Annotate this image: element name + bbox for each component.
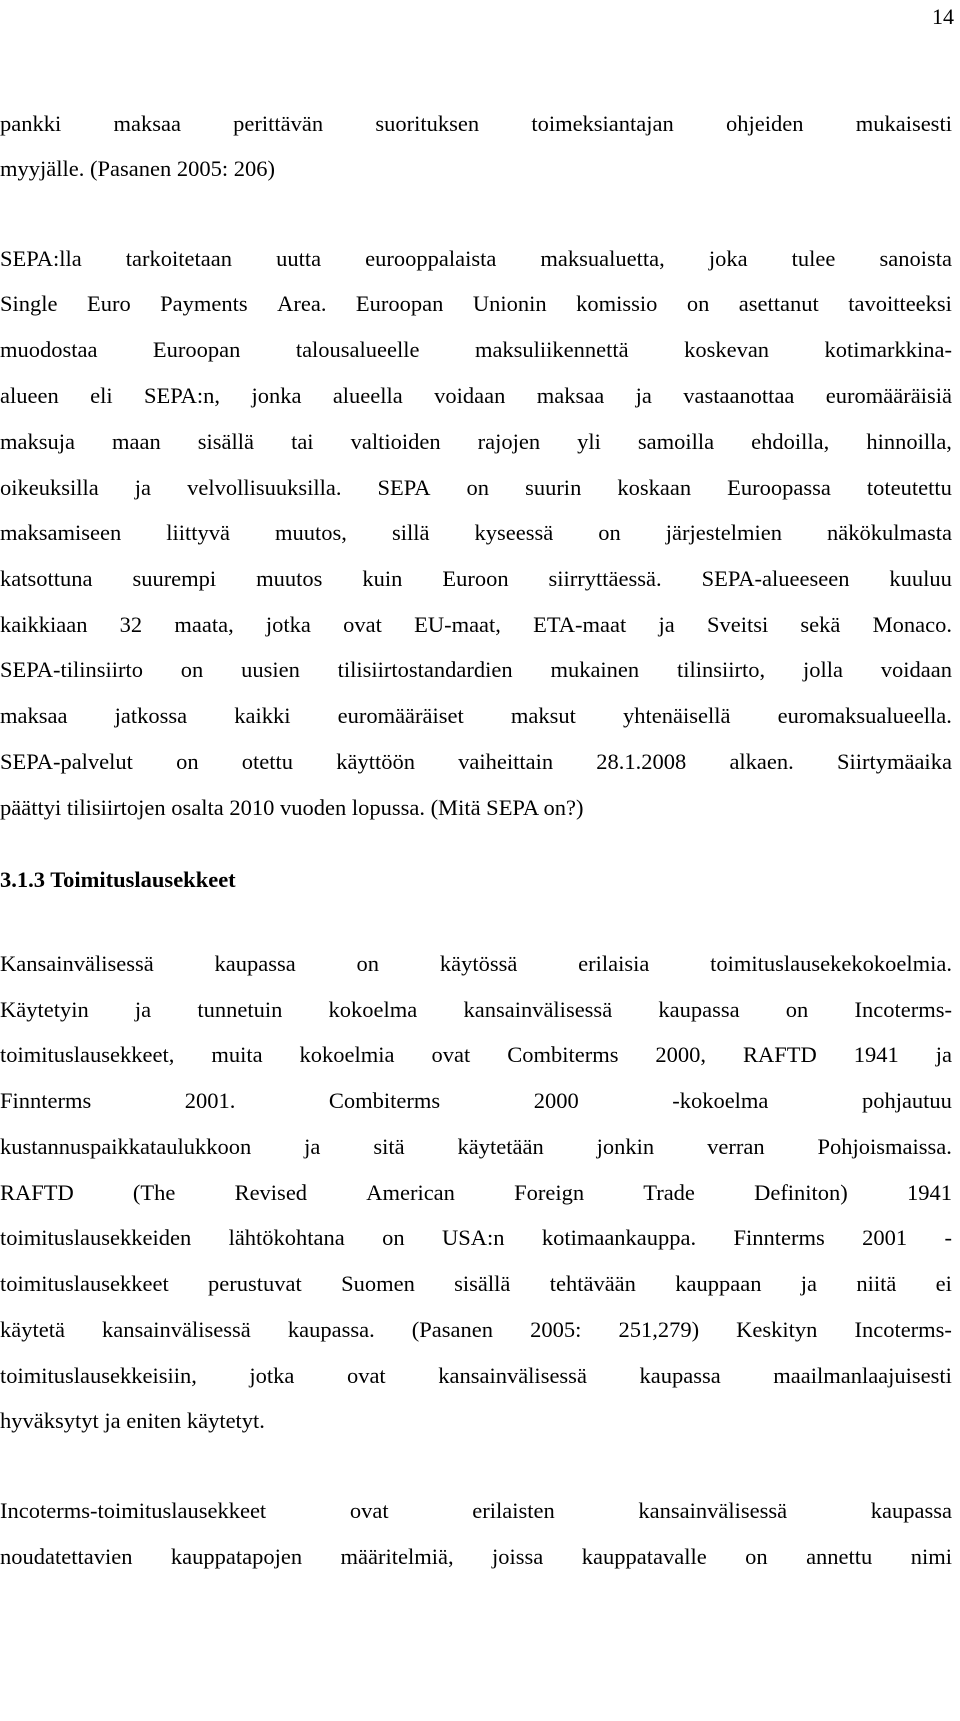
word: yli (577, 429, 601, 454)
word: nimi (910, 1544, 952, 1569)
word: kyseessä (474, 520, 554, 545)
text-line: hyväksytyt ja eniten käytetyt. (0, 1408, 265, 1433)
word: 2005: (530, 1317, 582, 1342)
word: Foreign (514, 1180, 585, 1205)
word: kaupassa (658, 997, 740, 1022)
word: on (598, 520, 621, 545)
word: kaupassa. (287, 1317, 375, 1342)
word: pankki (0, 111, 62, 136)
word: tilisiirtostandardien (337, 657, 513, 682)
word: Payments (160, 291, 248, 316)
word: maksaa (0, 703, 68, 728)
word: Unionin (472, 291, 547, 316)
word: katsottuna (0, 566, 93, 591)
word: tarkoitetaan (125, 246, 232, 271)
word: SEPA (377, 475, 431, 500)
word: muutos (256, 566, 323, 591)
word: kokoelma (328, 997, 418, 1022)
word: kansainvälisessä (638, 1498, 788, 1523)
word: -kokoelma (672, 1088, 769, 1113)
word: toimituslausekekokoelmia. (710, 951, 952, 976)
word: tavoitteeksi (848, 291, 952, 316)
word: otettu (241, 749, 294, 774)
text-line: myyjälle. (Pasanen 2005: 206) (0, 156, 275, 181)
word: verran (707, 1134, 765, 1159)
word: sekä (800, 612, 841, 637)
word: on (356, 951, 380, 976)
word: muutos, (275, 520, 347, 545)
word: toimituslausekkeiden (0, 1225, 192, 1250)
text-line (0, 565, 952, 593)
word: euromääräisiä (825, 383, 952, 408)
word: ehdoilla, (751, 429, 830, 454)
word: maksualuetta, (540, 246, 665, 271)
word: kokoelmia (299, 1042, 395, 1067)
word: kauppaan (675, 1271, 762, 1296)
text-line (0, 336, 952, 364)
text-line (0, 1041, 952, 1069)
word: jonkin (596, 1134, 655, 1159)
word: euromaksualueella. (777, 703, 952, 728)
word: voidaan (880, 657, 952, 682)
word: SEPA-palvelut (0, 749, 133, 774)
word: Euroopan (152, 337, 241, 362)
word: järjestelmien (665, 520, 782, 545)
word: sillä (391, 520, 430, 545)
word: erilaisia (578, 951, 650, 976)
text-line (0, 1497, 952, 1525)
word: kaupassa (639, 1363, 721, 1388)
word: ETA-maat (533, 612, 627, 637)
word: American (366, 1180, 455, 1205)
word: liittyvä (166, 520, 230, 545)
word: Incoterms-toimituslausekkeet (0, 1498, 267, 1523)
text-line (0, 1179, 952, 1207)
word: kansainvälisessä (102, 1317, 251, 1342)
word: niitä (856, 1271, 897, 1296)
word: Finnterms (0, 1088, 92, 1113)
word: on (745, 1544, 768, 1569)
word: 28.1.2008 (596, 749, 687, 774)
word: mukainen (550, 657, 640, 682)
word: ei (935, 1271, 952, 1296)
text-line (0, 1087, 952, 1115)
word: rajojen (477, 429, 541, 454)
word: sitä (373, 1134, 405, 1159)
word: ovat (431, 1042, 471, 1067)
word: muita (211, 1042, 263, 1067)
text-line (0, 1270, 952, 1298)
word: RAFTD (0, 1180, 74, 1205)
word: perustuvat (208, 1271, 302, 1296)
word: ja (304, 1134, 321, 1159)
word: on (180, 657, 204, 682)
section-heading: 3.1.3 Toimituslausekkeet (0, 867, 236, 892)
word: ja (935, 1042, 952, 1067)
word: toteutettu (866, 475, 952, 500)
word: uutta (276, 246, 322, 271)
word: Euroon (442, 566, 509, 591)
word: maksuliikennettä (474, 337, 629, 362)
word: talousalueelle (295, 337, 420, 362)
word: ohjeiden (726, 111, 804, 136)
word: (The (132, 1180, 176, 1205)
word: käytetään (457, 1134, 544, 1159)
word: SEPA:lla (0, 246, 82, 271)
word: tilinsiirto, (676, 657, 766, 682)
word: sanoista (879, 246, 952, 271)
word: tehtävään (549, 1271, 636, 1296)
word: Single (0, 291, 58, 316)
word: SEPA:n, (143, 383, 221, 408)
word: kaupassa (870, 1498, 952, 1523)
word: Suomen (341, 1271, 415, 1296)
word: komissio (576, 291, 658, 316)
word: suurempi (132, 566, 217, 591)
word: perittävän (233, 111, 324, 136)
word: kotimaankauppa. (541, 1225, 697, 1250)
text-line (0, 748, 952, 776)
word: eurooppalaista (365, 246, 497, 271)
word: Euroopassa (727, 475, 831, 500)
text-line (0, 428, 952, 456)
word: kaupassa (214, 951, 296, 976)
word: tai (291, 429, 314, 454)
word: tulee (791, 246, 836, 271)
word: lähtökohtana (228, 1225, 345, 1250)
page-number: 14 (932, 4, 954, 29)
word: 2000 (533, 1088, 579, 1113)
word: joka (708, 246, 748, 271)
word: 32 (119, 612, 143, 637)
word: tunnetuin (197, 997, 283, 1022)
word: näkökulmasta (827, 520, 952, 545)
word: uusien (241, 657, 300, 682)
word: euromääräiset (337, 703, 464, 728)
word: Keskityn (736, 1317, 818, 1342)
word: Trade (643, 1180, 695, 1205)
word: Incoterms- (854, 997, 952, 1022)
word: jotka (249, 1363, 295, 1388)
word: kustannuspaikkataulukkoon (0, 1134, 252, 1159)
text-line (0, 382, 952, 410)
word: Finnterms (733, 1225, 825, 1250)
word: Combiterms (507, 1042, 619, 1067)
word: toimeksiantajan (531, 111, 674, 136)
word: oikeuksilla (0, 475, 99, 500)
word: yhtenäisellä (623, 703, 731, 728)
word: maailmanlaajuisesti (773, 1363, 952, 1388)
word: kauppatapojen (170, 1544, 303, 1569)
word: kauppatavalle (581, 1544, 707, 1569)
word: Combiterms (328, 1088, 441, 1113)
word: Area. (277, 291, 327, 316)
text-line (0, 245, 952, 273)
word: 1941 (906, 1180, 952, 1205)
word: alkaen. (729, 749, 794, 774)
word: ja (658, 612, 675, 637)
text-line (0, 1224, 952, 1252)
word: kansainvälisessä (463, 997, 613, 1022)
word: ovat (343, 612, 382, 637)
word: valtioiden (350, 429, 441, 454)
word: SEPA-tilinsiirto (0, 657, 143, 682)
word: asettanut (738, 291, 819, 316)
word: annettu (806, 1544, 873, 1569)
word: 2000, (655, 1042, 707, 1067)
word: ovat (346, 1363, 386, 1388)
word: on (382, 1225, 405, 1250)
word: muodostaa (0, 337, 98, 362)
word: USA:n (441, 1225, 505, 1250)
text-line (0, 1316, 952, 1344)
word: 251,279) (618, 1317, 700, 1342)
word: Monaco. (872, 612, 952, 637)
text-line (0, 611, 952, 639)
word: vaiheittain (458, 749, 554, 774)
word: kuin (362, 566, 403, 591)
word: voidaan (434, 383, 506, 408)
word: on (176, 749, 199, 774)
word: Euro (86, 291, 131, 316)
word: on (686, 291, 710, 316)
word: ovat (349, 1498, 389, 1523)
word: kotimarkkina- (824, 337, 952, 362)
word: Euroopan (355, 291, 444, 316)
word: maata, (174, 612, 234, 637)
word: käytössä (439, 951, 518, 976)
word: maksamiseen (0, 520, 122, 545)
word: suorituksen (375, 111, 480, 136)
word: jatkossa (114, 703, 188, 728)
word: sisällä (454, 1271, 511, 1296)
word: ja (134, 475, 152, 500)
word: Incoterms- (854, 1317, 952, 1342)
word: eli (90, 383, 113, 408)
word: Definiton) (754, 1180, 848, 1205)
word: jolla (802, 657, 843, 682)
word: Siirtymäaika (836, 749, 952, 774)
word: koskevan (684, 337, 770, 362)
word: hinnoilla, (866, 429, 952, 454)
word: ja (134, 997, 152, 1022)
word: - (944, 1225, 952, 1250)
word: on (785, 997, 809, 1022)
word: SEPA-alueeseen (701, 566, 850, 591)
word: suurin (525, 475, 582, 500)
word: pohjautuu (861, 1088, 952, 1113)
word: toimituslausekkeet (0, 1271, 169, 1296)
word: on (466, 475, 490, 500)
text-line (0, 656, 952, 684)
word: alueella (332, 383, 403, 408)
word: koskaan (617, 475, 692, 500)
word: ja (635, 383, 652, 408)
word: toimituslausekkeet, (0, 1042, 175, 1067)
word: kaikkiaan (0, 612, 88, 637)
word: RAFTD (743, 1042, 817, 1067)
word: kansainvälisessä (438, 1363, 587, 1388)
text-line (0, 1362, 952, 1390)
text-line (0, 996, 952, 1024)
word: Kansainvälisessä (0, 951, 154, 976)
word: Käytetyin (0, 997, 89, 1022)
word: jotka (265, 612, 311, 637)
word: samoilla (637, 429, 715, 454)
word: kaikki (234, 703, 291, 728)
word: Pohjoismaissa. (817, 1134, 952, 1159)
word: 2001. (184, 1088, 236, 1113)
word: käyttöön (336, 749, 415, 774)
word: vastaanottaa (683, 383, 795, 408)
word: määritelmiä, (340, 1544, 454, 1569)
word: Sveitsi (706, 612, 769, 637)
word: ja (800, 1271, 818, 1296)
word: kuuluu (889, 566, 952, 591)
word: noudatettavien (0, 1544, 133, 1569)
word: maksaa (536, 383, 605, 408)
word: toimituslausekkeisiin, (0, 1363, 197, 1388)
text-line (0, 519, 952, 547)
word: (Pasanen (411, 1317, 494, 1342)
word: velvollisuuksilla. (187, 475, 342, 500)
word: jonka (251, 383, 302, 408)
word: maksut (510, 703, 576, 728)
text-line (0, 1543, 952, 1571)
word: EU-maat, (414, 612, 501, 637)
word: mukaisesti (855, 111, 952, 136)
word: siirryttäessä. (548, 566, 662, 591)
word: maksaa (113, 111, 181, 136)
word: alueen (0, 383, 59, 408)
word: sisällä (197, 429, 255, 454)
word: maan (112, 429, 161, 454)
word: 2001 (862, 1225, 908, 1250)
text-line (0, 702, 952, 730)
word: 1941 (853, 1042, 899, 1067)
text-line (0, 110, 952, 138)
word: joissa (492, 1544, 544, 1569)
word: Revised (234, 1180, 308, 1205)
word: käytetä (0, 1317, 65, 1342)
word: maksuja (0, 429, 75, 454)
text-line (0, 474, 952, 502)
text-line (0, 1133, 952, 1161)
word: erilaisten (472, 1498, 555, 1523)
text-line: päättyi tilisiirtojen osalta 2010 vuoden lopussa. (Mitä SEPA on?) (0, 795, 584, 820)
text-line (0, 950, 952, 978)
text-line (0, 290, 952, 318)
